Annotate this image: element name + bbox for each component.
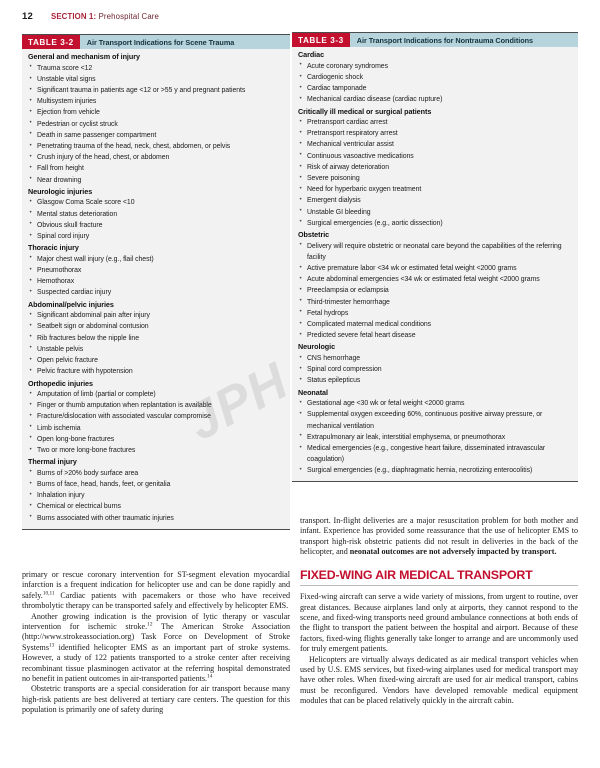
group-heading: Orthopedic injuries: [28, 378, 93, 388]
list-item: • Penetrating trauma of the head, neck, chest, abdomen, or pelvis: [28, 141, 284, 152]
list-item: • Medical emergencies (e.g., congestive heart failure, disseminated intravascular coagulation): [298, 443, 572, 465]
list-item: • Supplemental oxygen exceeding 60%, continuous positive airway pressure, or mechanical ventilation: [298, 409, 572, 431]
list-item: • Pedestrian or cyclist struck: [28, 119, 284, 130]
paragraph: Helicopters are virtually always dedicated as air medical transport vehicles when used by U.S. EMS services, but fixed-wing airplanes used for medical transport may have other roles. When fixed-wing aircraft are used for air medical transport, cabins must be reconfigured. Vendors have developed removable medical equipment modules that can be placed relatively quickly in the aircraft cabin.: [300, 654, 578, 706]
list-item: • Fracture/dislocation with associated vascular compromise: [28, 411, 284, 422]
group-heading: Neurologic injuries: [28, 186, 93, 196]
table-3-3-caption: Air Transport Indications for Nontrauma Conditions: [356, 35, 534, 45]
list-item: • Acute abdominal emergencies <34 wk or estimated fetal weight <2000 grams: [298, 274, 572, 285]
list-item: • Status epilepticus: [298, 375, 572, 386]
list-item: • Mechanical ventricular assist: [298, 139, 572, 150]
paragraph-text: identified helicopter EMS as an important part of stroke systems. However, a study of 122 patients transported to a stroke center after receiving recombinant tissue plasminogen activator at the referring hospital demonstrated no benefit in patient outcomes in air-transported patients.: [22, 642, 290, 683]
table-3-2-number: TABLE 3-2: [22, 35, 80, 49]
group-list: [298, 117, 572, 229]
group-list: [28, 63, 284, 186]
paragraph-text: Another growing indication is the provision of lytic therapy or vascular intervention for ischemic stroke.: [22, 611, 290, 631]
list-item: • Mechanical cardiac disease (cardiac rupture): [298, 94, 572, 105]
group-heading: Abdominal/pelvic injuries: [28, 299, 114, 309]
body-column-left: [22, 570, 290, 715]
list-item: • Trauma score <12: [28, 63, 284, 74]
list-item: • Hemothorax: [28, 276, 284, 287]
paragraph-text: The American Stroke Association (http://www.strokeassociation.org) Task Force on Development of Stroke Systems: [22, 621, 290, 652]
group-heading: Neonatal: [298, 387, 328, 397]
list-item: • Need for hyperbaric oxygen treatment: [298, 184, 572, 195]
running-head-section-title: Prehospital Care: [98, 12, 160, 21]
list-item: • Amputation of limb (partial or complete): [28, 389, 284, 400]
running-head: [22, 11, 578, 25]
group-list: [28, 310, 284, 377]
running-head-section-label: SECTION 1:: [50, 12, 97, 21]
table-3-2-caption: Air Transport Indications for Scene Trauma: [86, 37, 235, 47]
list-item: • CNS hemorrhage: [298, 353, 572, 364]
group-list: [298, 241, 572, 342]
list-item: • Spinal cord compression: [298, 364, 572, 375]
list-item: • Active premature labor <34 wk or estimated fetal weight <2000 grams: [298, 263, 572, 274]
paragraph: Obstetric transports are a special consideration for air transport because many high-risk patients are best delivered at tertiary care centers. The question for this population is primarily one of safety during: [22, 684, 290, 715]
list-item: • Mental status deterioration: [28, 209, 284, 220]
table-3-3-header: [292, 33, 578, 47]
list-item: • Cardiac tamponade: [298, 83, 572, 94]
list-item: • Two or more long-bone fractures: [28, 445, 284, 456]
list-item: • Obvious skull fracture: [28, 220, 284, 231]
list-item: • Spinal cord injury: [28, 231, 284, 242]
list-item: • Chemical or electrical burns: [28, 501, 284, 512]
list-item: • Acute coronary syndromes: [298, 61, 572, 72]
group-heading: Thermal injury: [28, 457, 77, 467]
paragraph: Fixed-wing aircraft can serve a wide variety of missions, from urgent to routine, over great distances. Because airplanes land only at airports, they cannot respond to the scene, and fixed-wing transports need ground ambulance connections at both ends of the flight to transport the patient between the hospital and airport. Because of these factors, fixed-wing flights generally take longer to arrange and are uncommonly used for truly emergent patients.: [300, 592, 578, 654]
section-heading-fixed-wing: FIXED-WING AIR MEDICAL TRANSPORT: [300, 569, 578, 587]
list-item: • Surgical emergencies (e.g., aortic dissection): [298, 218, 572, 229]
group-heading: Critically ill medical or surgical patients: [298, 106, 432, 116]
group-heading: Obstetric: [298, 230, 330, 240]
paragraph-text: Cardiac patients with pacemakers or those who have received thrombolytic therapy can be transported safely and effectively by helicopter EMS.: [22, 590, 290, 611]
list-item: • Severe poisoning: [298, 173, 572, 184]
list-item: • Pretransport respiratory arrest: [298, 128, 572, 139]
list-item: • Glasgow Coma Scale score <10: [28, 197, 284, 208]
list-item: • Complicated maternal medical conditions: [298, 319, 572, 330]
table-3-3-body: [292, 47, 578, 481]
list-item: • Seatbelt sign or abdominal contusion: [28, 321, 284, 332]
list-item: • Inhalation injury: [28, 490, 284, 501]
paragraph: [22, 612, 290, 685]
list-item: • Third-trimester hemorrhage: [298, 297, 572, 308]
body-column-right: [300, 516, 578, 707]
group-list: [28, 389, 284, 456]
list-item: • Surgical emergencies (e.g., diaphragmatic hernia, necrotizing enterocolitis): [298, 465, 572, 476]
list-item: • Major chest wall injury (e.g., flail chest): [28, 254, 284, 265]
list-item: • Delivery will require obstetric or neonatal care beyond the capabilities of the referring facility: [298, 241, 572, 263]
list-item: • Suspected cardiac injury: [28, 287, 284, 298]
list-item: • Crush injury of the head, chest, or abdomen: [28, 152, 284, 163]
reference-marker: 10,11: [42, 590, 55, 597]
list-item: • Fetal hydrops: [298, 308, 572, 319]
list-item: • Near drowning: [28, 175, 284, 186]
list-item: • Preeclampsia or eclampsia: [298, 285, 572, 296]
list-item: • Significant abdominal pain after injury: [28, 310, 284, 321]
list-item: • Emergent dialysis: [298, 195, 572, 206]
paragraph-text: transport. In-flight deliveries are a major resuscitation problem for both mother and infant. Experience has provided some reassurance that the use of helicopter EMS to transport high-risk obstetric patients did not result in deliveries in the back of the helicopter, and: [300, 516, 578, 557]
paragraph-text: primary or rescue coronary intervention for ST-segment elevation myocardial infarction is a frequent indication for helicopter use and can be done rapidly and safely.: [22, 570, 290, 600]
table-3-3-number: TABLE 3-3: [292, 33, 350, 47]
group-heading: General and mechanism of injury: [28, 52, 140, 62]
list-item: • Unstable pelvis: [28, 344, 284, 355]
table-3-2-body: [22, 49, 290, 529]
group-list: [28, 468, 284, 524]
page-number: 12: [22, 11, 33, 22]
group-heading: Neurologic: [298, 342, 336, 352]
list-item: • Gestational age <30 wk or fetal weight <2000 grams: [298, 398, 572, 409]
list-item: • Extrapulmonary air leak, interstitial emphysema, or pneumothorax: [298, 432, 572, 443]
list-item: • Burns of face, head, hands, feet, or genitalia: [28, 479, 284, 490]
list-item: • Cardiogenic shock: [298, 72, 572, 83]
list-item: • Pretransport cardiac arrest: [298, 117, 572, 128]
list-item: • Rib fractures below the nipple line: [28, 333, 284, 344]
list-item: • Unstable GI bleeding: [298, 207, 572, 218]
list-item: • Multisystem injuries: [28, 96, 284, 107]
list-item: • Limb ischemia: [28, 423, 284, 434]
list-item: • Open long-bone fractures: [28, 434, 284, 445]
group-list: [28, 254, 284, 299]
list-item: • Risk of airway deterioration: [298, 162, 572, 173]
group-list: [298, 353, 572, 387]
list-item: • Burns of >20% body surface area: [28, 468, 284, 479]
list-item: • Continuous vasoactive medications: [298, 151, 572, 162]
list-item: • Death in same passenger compartment: [28, 130, 284, 141]
running-head-section: [51, 12, 159, 21]
list-item: • Burns associated with other traumatic injuries: [28, 513, 284, 524]
paragraph: [22, 570, 290, 612]
group-list: [298, 398, 572, 476]
list-item: • Predicted severe fetal heart disease: [298, 330, 572, 341]
table-3-3: [292, 32, 578, 482]
reference-marker: 14: [207, 673, 213, 680]
list-item: • Pneumothorax: [28, 265, 284, 276]
list-item: • Pelvic fracture with hypotension: [28, 366, 284, 377]
group-heading: Cardiac: [298, 50, 325, 60]
list-item: • Open pelvic fracture: [28, 355, 284, 366]
reference-marker: 12: [147, 621, 153, 628]
paragraph: [300, 516, 578, 558]
paragraph-emphasis: neonatal outcomes are not adversely impacted by transport.: [349, 547, 557, 557]
reference-marker: 13: [49, 642, 55, 649]
group-list: [28, 197, 284, 242]
table-3-2-header: [22, 35, 290, 49]
table-3-2: [22, 34, 290, 530]
list-item: • Fall from height: [28, 163, 284, 174]
list-item: • Unstable vital signs: [28, 74, 284, 85]
group-list: [298, 61, 572, 106]
list-item: • Significant trauma in patients age <12 or >55 y and pregnant patients: [28, 85, 284, 96]
group-heading: Thoracic injury: [28, 243, 79, 253]
list-item: • Ejection from vehicle: [28, 107, 284, 118]
list-item: • Finger or thumb amputation when replantation is available: [28, 400, 284, 411]
